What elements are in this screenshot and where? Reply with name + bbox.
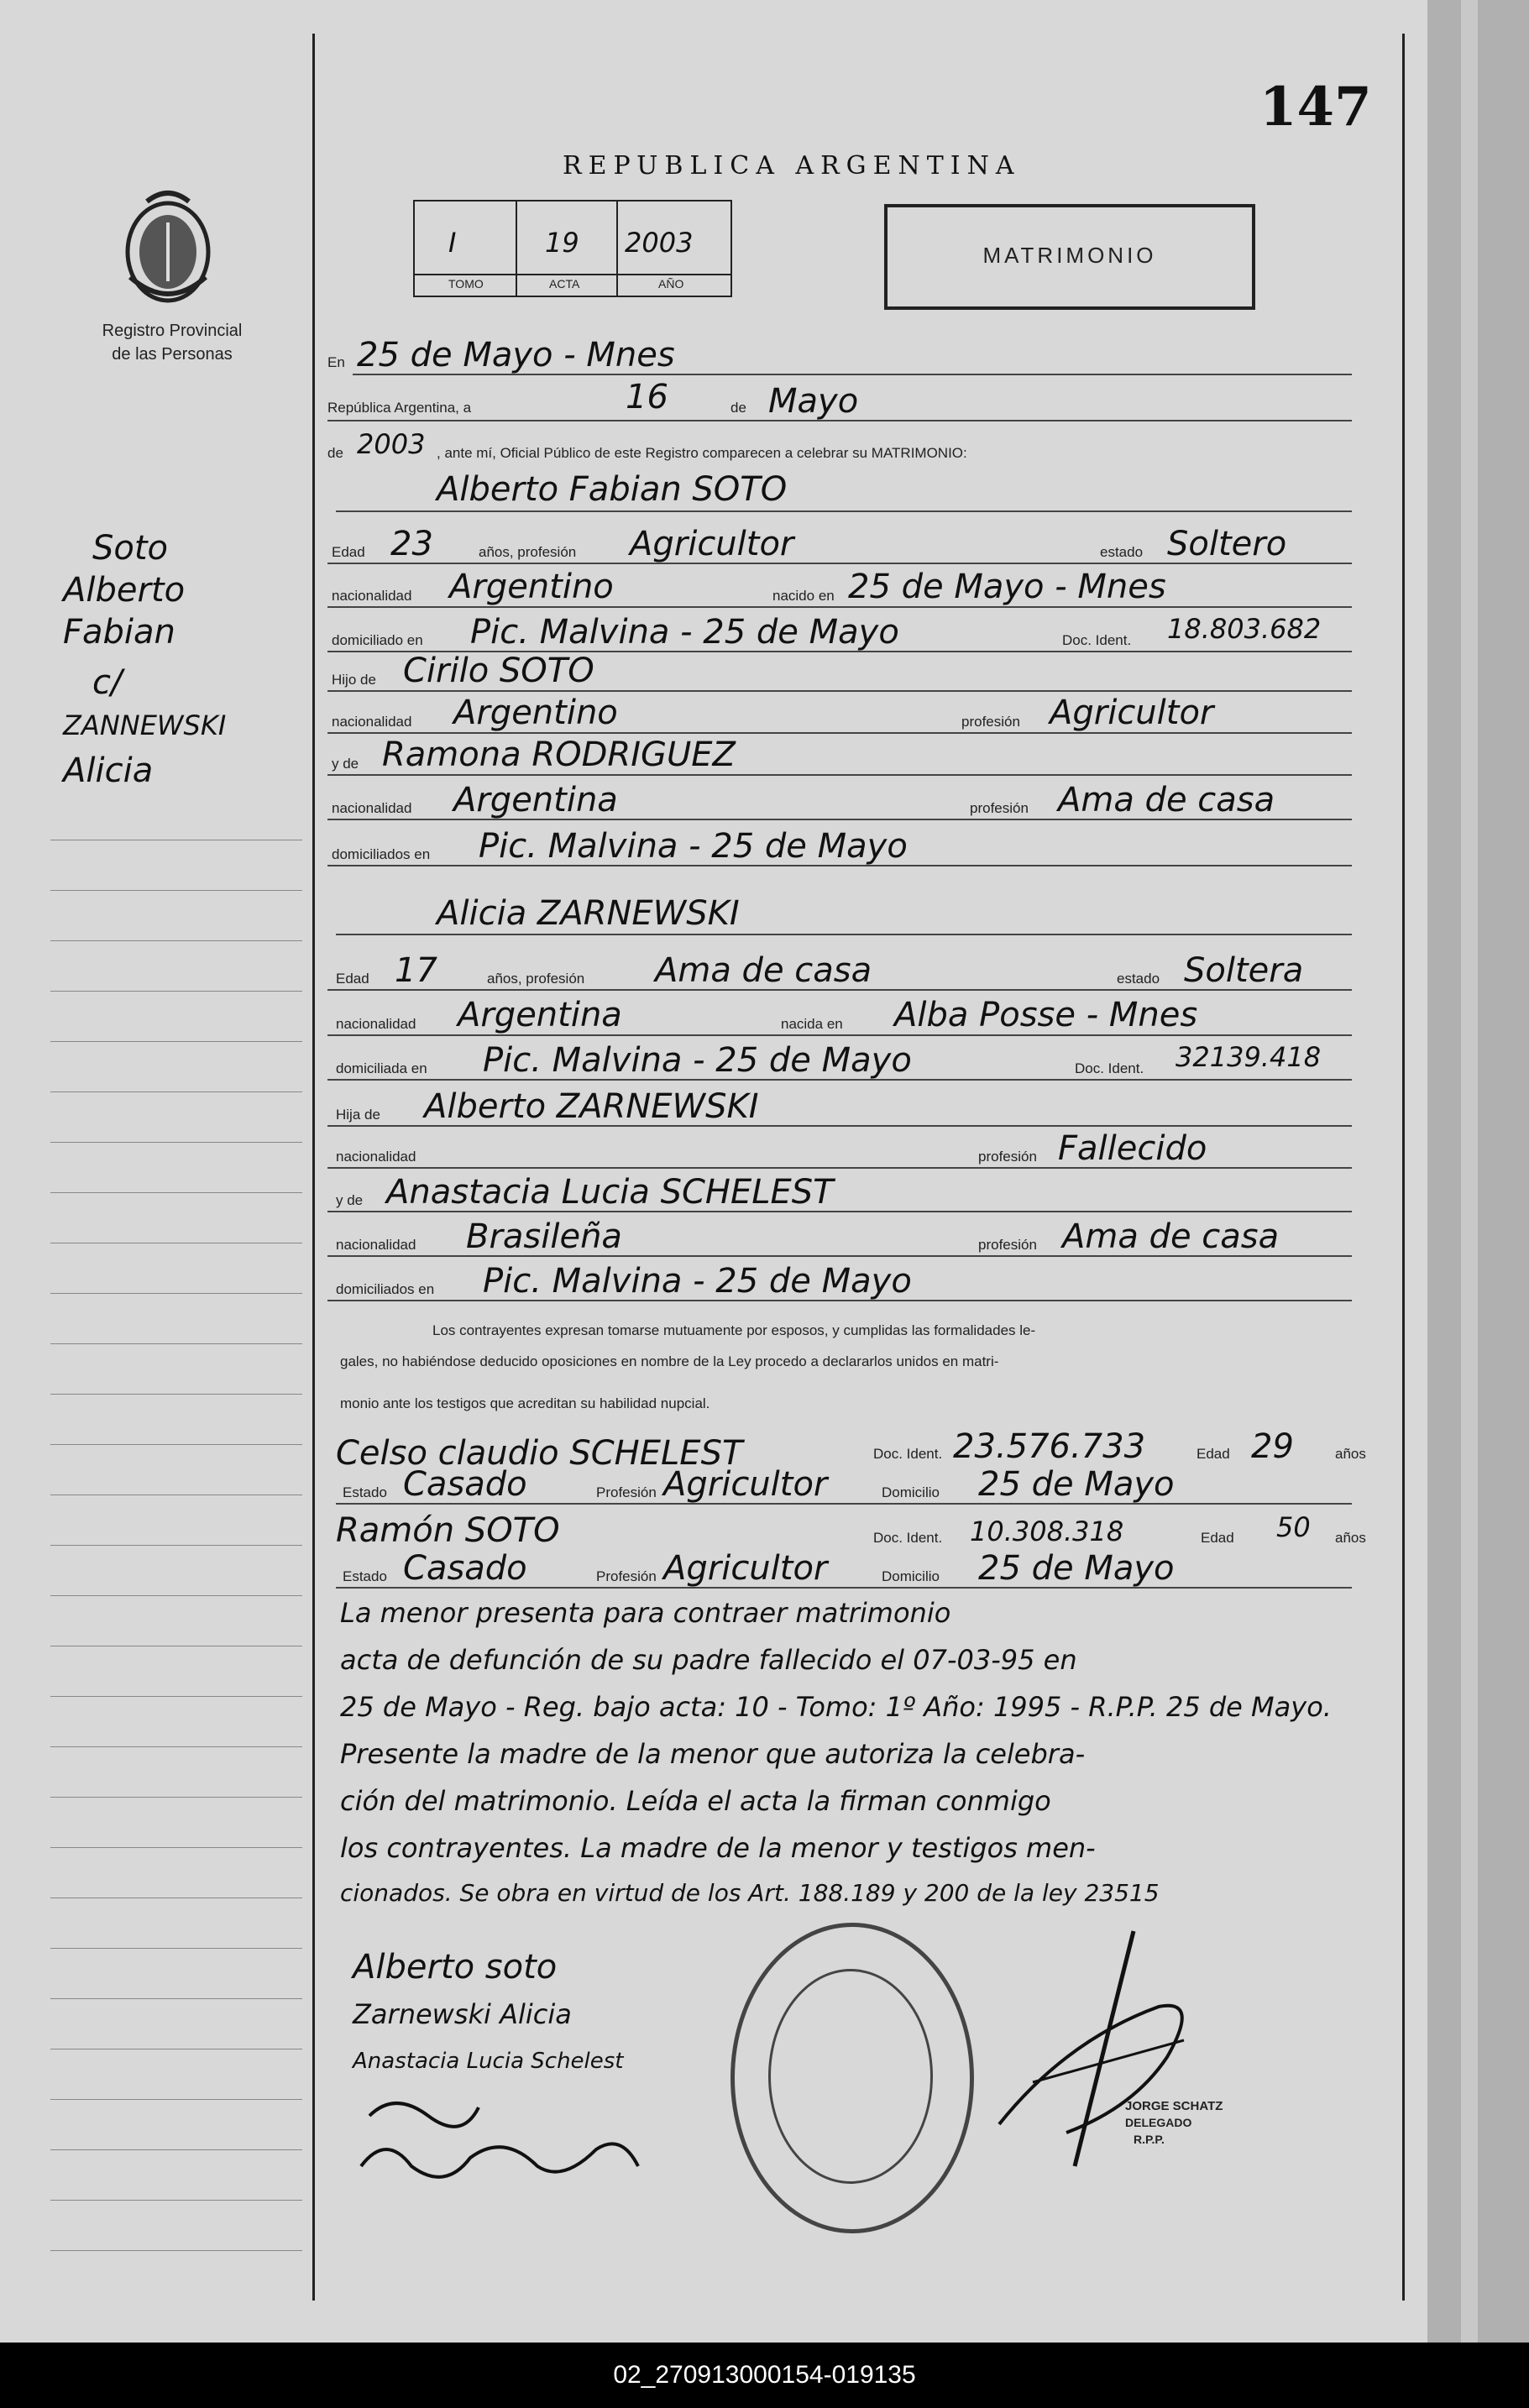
margin-note-0: Soto xyxy=(92,529,169,568)
witnesses-1-estado-label: Estado xyxy=(343,1568,387,1584)
tomo-value: I xyxy=(448,227,457,259)
ruled-line xyxy=(50,1293,302,1294)
ruled-line xyxy=(50,1948,302,1949)
groom-profesion: Agricultor xyxy=(630,525,794,563)
declaration-2: monio ante los testigos que acreditan su habilidad nupcial. xyxy=(340,1395,710,1411)
intro-ante-text: , ante mí, Oficial Público de este Registro comparecen a celebrar su MATRIMONIO: xyxy=(437,445,967,461)
bride-name: Alicia ZARNEWSKI xyxy=(437,894,740,933)
ruled-line xyxy=(50,2149,302,2150)
margin-note-4: ZANNEWSKI xyxy=(63,709,227,741)
ruled-line xyxy=(50,890,302,891)
bride-edad: 17 xyxy=(395,951,437,990)
groom-madre: Ramona RODRIGUEZ xyxy=(382,735,736,774)
box-divider xyxy=(516,202,517,296)
ruled-line xyxy=(50,1595,302,1596)
country-title: REPUBLICA ARGENTINA xyxy=(563,151,1021,181)
groom-dom-padres: Pic. Malvina - 25 de Mayo xyxy=(479,827,908,866)
ruled-line xyxy=(50,2250,302,2251)
declaration-1: gales, no habiéndose deducido oposiciones en nombre de la Ley procedo a declararlos unidos en matri- xyxy=(340,1353,999,1369)
bride-nacida-label: nacida en xyxy=(781,1016,843,1032)
coat-of-arms-icon xyxy=(113,185,223,311)
ruled-line xyxy=(50,1343,302,1344)
ruled-line xyxy=(327,774,1352,776)
bride-nacida: Alba Posse - Mnes xyxy=(894,996,1198,1034)
witnesses-0-estado-label: Estado xyxy=(343,1484,387,1500)
groom-madre-nac-label: nacionalidad xyxy=(332,800,412,816)
year-value: 2003 xyxy=(357,428,426,460)
ruled-line xyxy=(50,991,302,992)
official-role: DELEGADO xyxy=(1125,2116,1192,2129)
groom-madre-label: y de xyxy=(332,756,359,772)
witnesses-1-anos-label: años xyxy=(1335,1530,1366,1546)
bride-madre: Anastacia Lucia SCHELEST xyxy=(386,1173,834,1212)
bride-madre-prof-label: profesión xyxy=(978,1237,1037,1253)
ruled-line xyxy=(50,940,302,941)
witnesses-0-edad-label: Edad xyxy=(1196,1446,1230,1462)
ruled-line xyxy=(336,934,1352,935)
bride-estado: Soltera xyxy=(1184,951,1304,990)
bride-padre-prof-label: profesión xyxy=(978,1149,1037,1165)
bride-dom-label: domiciliada en xyxy=(336,1060,427,1076)
ruled-line xyxy=(50,1545,302,1546)
right-rule xyxy=(1402,34,1405,2301)
bride-padre: Alberto ZARNEWSKI xyxy=(424,1087,759,1126)
groom-domicilio: Pic. Malvina - 25 de Mayo xyxy=(470,613,899,652)
ruled-line xyxy=(50,1746,302,1747)
ruled-line xyxy=(50,1797,302,1798)
notes-1: acta de defunción de su padre fallecido el 07-03-95 en xyxy=(340,1644,1077,1676)
bride-estado-label: estado xyxy=(1117,971,1160,987)
groom-padre-prof: Agricultor xyxy=(1050,694,1214,732)
groom-dom-label: domiciliado en xyxy=(332,632,423,648)
groom-estado: Soltero xyxy=(1167,525,1287,563)
official-unit: R.P.P. xyxy=(1134,2133,1165,2146)
intro-year-prefix: de xyxy=(327,445,343,461)
tomo-label: TOMO xyxy=(448,277,484,291)
bride-dom-padres: Pic. Malvina - 25 de Mayo xyxy=(483,1262,912,1301)
ruled-line xyxy=(327,606,1352,608)
groom-name: Alberto Fabian SOTO xyxy=(437,470,788,509)
groom-doc: 18.803.682 xyxy=(1167,613,1322,645)
groom-nacionalidad: Argentino xyxy=(449,568,614,606)
witnesses-0-dom-label: Domicilio xyxy=(882,1484,940,1500)
witnesses-0-estado: Casado xyxy=(403,1465,527,1504)
ano-value: 2003 xyxy=(625,227,694,259)
acta-value: 19 xyxy=(545,227,579,259)
official-signature xyxy=(966,1914,1243,2191)
notes-3: Presente la madre de la menor que autoriza la celebra- xyxy=(340,1738,1086,1770)
ruled-line xyxy=(50,1394,302,1395)
groom-doc-label: Doc. Ident. xyxy=(1062,632,1132,648)
witnesses-0-doc: 23.576.733 xyxy=(953,1427,1146,1466)
witnesses-1-edad-label: Edad xyxy=(1201,1530,1234,1546)
witness-2-name: Ramón SOTO xyxy=(336,1511,560,1550)
witnesses-1-edad: 50 xyxy=(1276,1511,1311,1543)
margin-note-1: Alberto xyxy=(63,571,186,610)
groom-padre-prof-label: profesión xyxy=(961,714,1020,730)
groom-dom-padres-label: domiciliados en xyxy=(332,846,431,862)
acta-label: ACTA xyxy=(549,277,580,291)
tomo-acta-ano-box xyxy=(413,200,732,297)
ruled-line xyxy=(336,510,1352,512)
month-value: Mayo xyxy=(768,382,859,421)
witnesses-0-anos-label: años xyxy=(1335,1446,1366,1462)
witnesses-1-dom: 25 de Mayo xyxy=(978,1549,1175,1588)
groom-madre-nac: Argentina xyxy=(453,781,618,819)
ruled-line xyxy=(50,1091,302,1092)
groom-madre-prof: Ama de casa xyxy=(1058,781,1275,819)
bride-edad-label: Edad xyxy=(336,971,369,987)
bride-nacionalidad: Argentina xyxy=(458,996,622,1034)
groom-nacido-label: nacido en xyxy=(772,588,835,604)
box-divider xyxy=(616,202,618,296)
bride-doc-label: Doc. Ident. xyxy=(1075,1060,1144,1076)
witness-1-name: Celso claudio SCHELEST xyxy=(336,1434,743,1473)
witnesses-1-estado: Casado xyxy=(403,1549,527,1588)
bride-madre-prof: Ama de casa xyxy=(1062,1217,1280,1256)
witnesses-0-prof: Agricultor xyxy=(663,1465,828,1504)
bride-hija-label: Hija de xyxy=(336,1107,380,1123)
bride-padre-nac-label: nacionalidad xyxy=(336,1149,416,1165)
witnesses-0-dom: 25 de Mayo xyxy=(978,1465,1175,1504)
ruled-line xyxy=(50,1142,302,1143)
ruled-line xyxy=(50,1444,302,1445)
box-divider xyxy=(415,274,730,275)
groom-nacido: 25 de Mayo - Mnes xyxy=(848,568,1166,606)
ruled-line xyxy=(50,1192,302,1193)
margin-rule xyxy=(312,34,315,2301)
notes-4: ción del matrimonio. Leída el acta la firman conmigo xyxy=(340,1785,1051,1817)
ruled-line xyxy=(50,2200,302,2201)
declaration-0: Los contrayentes expresan tomarse mutuamente por esposos, y cumplidas las formalidades le- xyxy=(432,1322,1036,1338)
signature-groom: Alberto soto xyxy=(353,1948,558,1987)
bride-madre-label: y de xyxy=(336,1192,364,1208)
signature-mother: Anastacia Lucia Schelest xyxy=(353,2049,624,2074)
folio-number: 147 xyxy=(1259,76,1372,139)
witness-signatures xyxy=(344,2082,663,2191)
witnesses-0-prof-label: Profesión xyxy=(596,1484,657,1500)
witnesses-1-prof: Agricultor xyxy=(663,1549,828,1588)
groom-anos-prof-label: años, profesión xyxy=(479,544,577,560)
margin-note-5: Alicia xyxy=(63,751,154,790)
type-label: MATRIMONIO xyxy=(982,243,1157,268)
bride-dom-padres-label: domiciliados en xyxy=(336,1281,435,1297)
witnesses-1-doc: 10.308.318 xyxy=(970,1515,1124,1547)
ruled-line xyxy=(50,1998,302,1999)
witnesses-1-doc-label: Doc. Ident. xyxy=(873,1530,943,1546)
margin-note-3: c/ xyxy=(92,663,123,702)
day-value: 16 xyxy=(626,378,668,416)
groom-padre: Cirilo SOTO xyxy=(403,652,594,690)
notes-0: La menor presenta para contraer matrimonio xyxy=(340,1597,951,1629)
groom-edad: 23 xyxy=(390,525,433,563)
groom-padre-nac-label: nacionalidad xyxy=(332,714,412,730)
ruled-line xyxy=(327,690,1352,692)
stamp-ring xyxy=(768,1969,933,2184)
bride-nac-label: nacionalidad xyxy=(336,1016,416,1032)
groom-hijo-label: Hijo de xyxy=(332,672,376,688)
ruled-line xyxy=(50,1696,302,1697)
groom-estado-label: estado xyxy=(1100,544,1144,560)
signature-bride: Zarnewski Alicia xyxy=(353,1998,572,2030)
notes-6: cionados. Se obra en virtud de los Art. 188.189 y 200 de la ley 23515 xyxy=(340,1879,1160,1907)
intro-de-label: de xyxy=(730,400,746,416)
witnesses-0-edad: 29 xyxy=(1251,1427,1294,1466)
official-stamp xyxy=(730,1923,974,2233)
registry-label: Registro Provincial de las Personas xyxy=(102,322,243,364)
place-value: 25 de Mayo - Mnes xyxy=(357,336,675,374)
intro-republica-label: República Argentina, a xyxy=(327,400,472,416)
ruled-line xyxy=(327,1034,1352,1036)
bride-madre-nac: Brasileña xyxy=(466,1217,622,1256)
image-id-footer: 02_270913000154-019135 xyxy=(0,2343,1529,2408)
bride-madre-nac-label: nacionalidad xyxy=(336,1237,416,1253)
ruled-line xyxy=(50,1041,302,1042)
groom-padre-nac: Argentino xyxy=(453,694,618,732)
ruled-line xyxy=(327,732,1352,734)
notes-5: los contrayentes. La madre de la menor y testigos men- xyxy=(340,1832,1096,1864)
book-edge-pages xyxy=(1461,0,1478,2343)
margin-note-2: Fabian xyxy=(63,613,175,652)
ano-label: AÑO xyxy=(658,277,684,291)
ruled-line xyxy=(50,1847,302,1848)
groom-nac-label: nacionalidad xyxy=(332,588,412,604)
bride-padre-prof: Fallecido xyxy=(1058,1129,1207,1168)
bride-domicilio: Pic. Malvina - 25 de Mayo xyxy=(483,1041,912,1080)
book-edge xyxy=(1427,0,1529,2343)
notes-2: 25 de Mayo - Reg. bajo acta: 10 - Tomo: 1º Año: 1995 - R.P.P. 25 de Mayo. xyxy=(340,1691,1332,1723)
witnesses-0-doc-label: Doc. Ident. xyxy=(873,1446,943,1462)
bride-anos-prof-label: años, profesión xyxy=(487,971,585,987)
witnesses-1-dom-label: Domicilio xyxy=(882,1568,940,1584)
groom-edad-label: Edad xyxy=(332,544,365,560)
type-box xyxy=(884,204,1255,310)
ruled-line xyxy=(50,2099,302,2100)
intro-en-label: En xyxy=(327,354,345,370)
bride-doc: 32139.418 xyxy=(1176,1041,1322,1073)
groom-madre-prof-label: profesión xyxy=(970,800,1029,816)
witnesses-1-prof-label: Profesión xyxy=(596,1568,657,1584)
official-name: JORGE SCHATZ xyxy=(1125,2099,1223,2113)
bride-profesion: Ama de casa xyxy=(655,951,872,990)
